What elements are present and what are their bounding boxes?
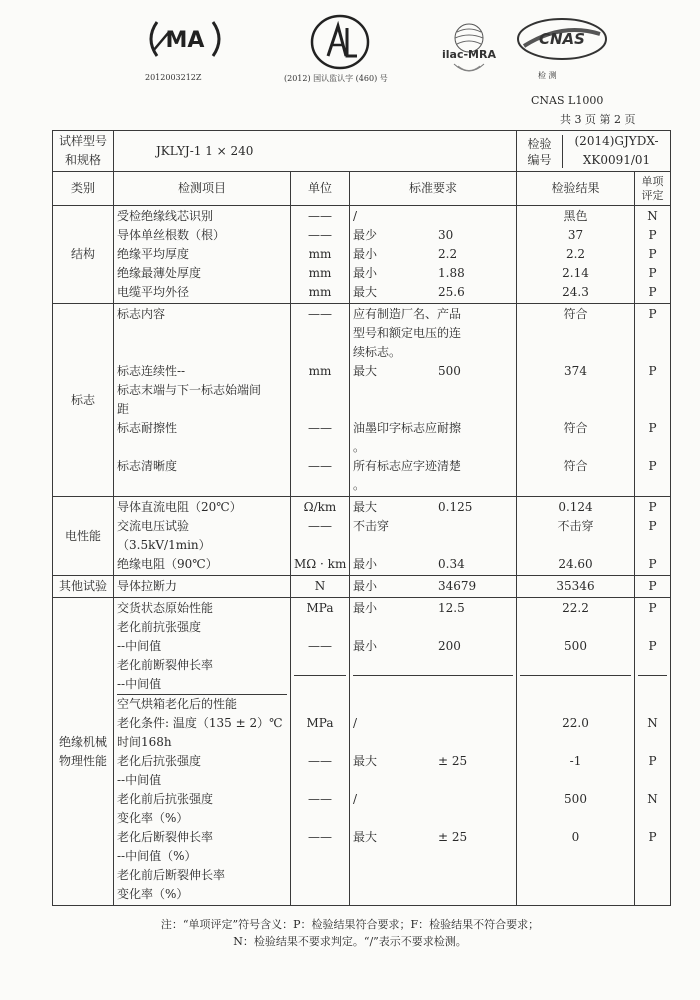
standard-line [353, 536, 513, 555]
result-line: 22.0 [562, 716, 589, 730]
unit-line: —— [308, 792, 332, 806]
standard-value: 0.125 [438, 500, 473, 514]
item-line [117, 438, 287, 457]
eval-line: P [648, 307, 657, 321]
standard-value: 1.88 [438, 266, 465, 280]
standard-limit: 最小 [353, 601, 378, 615]
standard-line [353, 790, 513, 809]
eval-line [638, 476, 667, 495]
standard-value: 30 [438, 228, 454, 242]
result-line: 0.124 [558, 500, 593, 514]
item-line: 标志连续性-- [117, 364, 186, 378]
eval-line: P [648, 500, 657, 514]
item-line: 标志耐擦性 [117, 421, 178, 435]
standard-value: 2.2 [438, 247, 458, 261]
unit-line: mm [308, 247, 332, 261]
eval-line: P [648, 364, 657, 378]
standard-line [353, 400, 513, 419]
standard-line [353, 324, 513, 343]
item-line: --中间值 [117, 639, 162, 653]
item-cell [114, 598, 291, 906]
standard-line [353, 438, 513, 457]
eval-line [638, 656, 667, 675]
result-cell [517, 206, 635, 304]
eval-line [638, 381, 667, 400]
eval-line: P [648, 754, 657, 768]
standard-line [353, 809, 513, 828]
unit-line: Ω/km [303, 500, 337, 514]
table-row [53, 206, 671, 304]
sample-value: JKLYJ-1 1 × 240 [114, 131, 517, 172]
table-row [53, 304, 671, 497]
result-line [520, 400, 631, 419]
item-line: 老化前后断裂伸长率 [117, 868, 226, 882]
standard-value: ± 25 [438, 754, 468, 768]
standard-line [353, 695, 513, 714]
category-label: 电性能 [64, 528, 101, 543]
eval-line: P [648, 247, 657, 261]
unit-cell [291, 576, 350, 598]
eval-line [638, 809, 667, 828]
eval-line: P [648, 557, 657, 571]
cma-logo [143, 18, 227, 60]
standard-line [353, 419, 513, 438]
col-eval: 单项 评定 [635, 172, 671, 206]
standard-line [353, 637, 513, 656]
unit-line [294, 618, 346, 637]
category-cell [53, 497, 114, 576]
result-line: 24.60 [558, 557, 593, 571]
result-line: 符合 [563, 421, 588, 435]
eval-line: N [647, 209, 658, 223]
result-line: 2.2 [565, 247, 586, 261]
category-label: 结构 [70, 247, 95, 261]
item-line [117, 476, 287, 495]
item-line: 交流电压试验 [117, 519, 190, 533]
table-row [53, 497, 671, 576]
standard-line [353, 555, 513, 574]
unit-line: —— [308, 459, 332, 473]
standard-line [353, 618, 513, 637]
result-line: 2.14 [562, 266, 589, 280]
standard-limit: / [353, 716, 358, 730]
standard-limit: 最小 [353, 579, 378, 593]
item-line: 交货状态原始性能 [117, 601, 214, 615]
column-header-row [53, 172, 671, 206]
category-cell [53, 598, 114, 906]
unit-line: —— [308, 639, 332, 653]
standard-value: ± 25 [438, 830, 468, 844]
item-cell [114, 206, 291, 304]
result-line [520, 771, 631, 790]
item-line: 老化前抗张强度 [117, 620, 202, 634]
item-line: 导体直流电阻（20℃） [117, 500, 242, 514]
standard-line [353, 577, 513, 596]
standard-limit: 。 [353, 440, 366, 454]
standard-line [353, 828, 513, 847]
item-line: 电缆平均外径 [117, 285, 190, 299]
item-line: 空气烘箱老化后的性能 [117, 694, 287, 714]
page-info: 共 3 页 第 2 页 [560, 113, 636, 126]
category-label: 绝缘机械 [58, 734, 107, 749]
cnas-number: CNAS L1000 [531, 94, 604, 107]
eval-cell [635, 304, 671, 497]
unit-line: mm [308, 285, 332, 299]
standard-limit: / [353, 792, 358, 806]
result-cell [517, 598, 635, 906]
eval-line: P [648, 830, 657, 844]
unit-line: MPa [306, 601, 334, 615]
unit-line [294, 733, 346, 752]
eval-cell [635, 598, 671, 906]
eval-line [638, 733, 667, 752]
standard-line [353, 343, 513, 362]
table-row [53, 576, 671, 598]
standard-line [353, 264, 513, 283]
unit-line: —— [308, 421, 332, 435]
unit-cell [291, 304, 350, 497]
unit-line: mm [308, 364, 332, 378]
unit-line: —— [308, 307, 332, 321]
eval-line: P [648, 285, 657, 299]
eval-line [638, 676, 667, 695]
standard-limit: 最小 [353, 557, 378, 571]
result-line: 不击穿 [557, 519, 594, 533]
eval-line [638, 847, 667, 866]
standard-line [353, 207, 513, 226]
result-line: 37 [567, 228, 584, 242]
result-line [520, 438, 631, 457]
result-line [520, 618, 631, 637]
unit-line [294, 438, 346, 457]
standard-limit: 最小 [353, 266, 378, 280]
svg-text:MA: MA [165, 28, 205, 53]
standard-limit: 最大 [353, 500, 378, 514]
standard-line [353, 283, 513, 302]
result-line: 符合 [563, 307, 588, 321]
report-no-cell [517, 131, 671, 172]
item-line: 老化前后抗张强度 [117, 792, 214, 806]
standard-line [353, 381, 513, 400]
standard-line [353, 656, 513, 675]
item-cell [114, 304, 291, 497]
standard-cell [350, 206, 517, 304]
unit-line [294, 536, 346, 555]
result-line: -1 [569, 754, 582, 768]
category-cell [53, 304, 114, 497]
eval-line: P [648, 459, 657, 473]
item-line: （3.5kV/1min） [117, 538, 211, 552]
unit-line [294, 324, 346, 343]
standard-line [353, 733, 513, 752]
result-line: 500 [564, 639, 587, 653]
standard-line [353, 847, 513, 866]
eval-line: P [648, 266, 657, 280]
category-cell [53, 576, 114, 598]
result-line: 黑色 [563, 209, 588, 223]
eval-line [638, 695, 667, 714]
standard-limit: / [353, 209, 358, 223]
eval-line [638, 771, 667, 790]
report-no-value: (2014)GJYDX-XK0091/01 [574, 134, 659, 167]
item-line [117, 324, 287, 343]
category-cell [53, 206, 114, 304]
item-line: --中间值 [117, 677, 162, 691]
result-line: 22.2 [562, 601, 589, 615]
item-line: 导体单丝根数（根） [117, 228, 226, 242]
item-line: 导体拉断力 [117, 579, 178, 593]
unit-cell [291, 206, 350, 304]
standard-limit: 最大 [353, 830, 378, 844]
unit-line [294, 381, 346, 400]
item-line: 标志末端与下一标志始端间 [117, 383, 262, 397]
item-line: 老化后抗张强度 [117, 754, 202, 768]
standard-line [353, 457, 513, 476]
result-line: 35346 [556, 579, 595, 593]
eval-line [638, 536, 667, 555]
result-line [520, 656, 631, 675]
ilac-mra-logo [434, 22, 504, 78]
result-line [520, 809, 631, 828]
standard-line [353, 245, 513, 264]
item-line [117, 343, 287, 362]
eval-cell [635, 497, 671, 576]
unit-line [294, 676, 346, 695]
cal-logo [309, 14, 371, 70]
unit-line [294, 695, 346, 714]
result-line [520, 343, 631, 362]
standard-line [353, 226, 513, 245]
unit-line: —— [308, 519, 332, 533]
standard-cell [350, 304, 517, 497]
cnas-sub: 检 测 [538, 71, 557, 80]
standard-value: 34679 [438, 579, 477, 593]
standard-limit: 最少 [353, 228, 378, 242]
svg-text:CNAS: CNAS [539, 30, 585, 48]
standard-line [353, 599, 513, 618]
item-cell [114, 576, 291, 598]
result-cell [517, 304, 635, 497]
standard-cell [350, 497, 517, 576]
result-line [520, 847, 631, 866]
item-line: 老化条件: 温度（135 ± 2）℃ [117, 716, 283, 730]
unit-line [294, 771, 346, 790]
result-line: 374 [564, 364, 587, 378]
sample-label: 试样型号 和规格 [53, 131, 114, 172]
eval-cell [635, 206, 671, 304]
result-line [520, 695, 631, 714]
item-cell [114, 497, 291, 576]
unit-line [294, 847, 346, 866]
table-row [53, 598, 671, 906]
standard-line [353, 476, 513, 495]
category-label: 其他试验 [58, 579, 107, 593]
result-line [520, 324, 631, 343]
unit-line: MPa [306, 716, 334, 730]
eval-line: N [647, 716, 658, 730]
standard-value: 0.34 [438, 557, 465, 571]
standard-value: 12.5 [438, 601, 465, 615]
item-line: 变化率（%） [117, 887, 189, 901]
cnas-logo [516, 16, 608, 62]
eval-line: P [648, 519, 657, 533]
item-line: --中间值（%） [117, 849, 197, 863]
eval-line: P [648, 228, 657, 242]
standard-value: 500 [438, 364, 461, 378]
unit-cell [291, 497, 350, 576]
item-line: --中间值 [117, 773, 162, 787]
result-line: 24.3 [562, 285, 589, 299]
standard-line [353, 676, 513, 695]
svg-text:ilac-MRA: ilac-MRA [442, 48, 496, 61]
standard-line [353, 305, 513, 324]
result-cell [517, 497, 635, 576]
unit-line [294, 809, 346, 828]
eval-line: P [648, 601, 657, 615]
standard-line [353, 752, 513, 771]
col-standard: 标准要求 [350, 172, 517, 206]
standard-limit: 油墨印字标志应耐擦 [353, 421, 462, 435]
result-line [520, 676, 631, 695]
eval-line: P [648, 579, 657, 593]
col-result: 检验结果 [517, 172, 635, 206]
eval-cell [635, 576, 671, 598]
standard-limit: 续标志。 [353, 345, 402, 359]
unit-line: mm [308, 266, 332, 280]
note-line-2: N：检验结果不要求判定。“/”表示不要求检测。 [233, 935, 467, 948]
standard-line [353, 771, 513, 790]
unit-line [294, 343, 346, 362]
item-line: 老化后断裂伸长率 [117, 830, 214, 844]
item-line: 标志清晰度 [117, 459, 178, 473]
eval-line [638, 618, 667, 637]
eval-line [638, 343, 667, 362]
standard-value: 25.6 [438, 285, 465, 299]
standard-limit: 最小 [353, 639, 378, 653]
result-line: 500 [564, 792, 587, 806]
standard-limit: 最大 [353, 364, 378, 378]
unit-line [294, 476, 346, 495]
item-line: 绝缘平均厚度 [117, 247, 190, 261]
unit-cell [291, 598, 350, 906]
info-row [53, 131, 671, 172]
col-item: 检测项目 [114, 172, 291, 206]
eval-line [638, 400, 667, 419]
note-line-1: 注：“单项评定”符号含义：P：检验结果符合要求；F：检验结果不符合要求； [160, 918, 540, 931]
unit-line [294, 400, 346, 419]
standard-line [353, 517, 513, 536]
result-line [520, 733, 631, 752]
item-line: 绝缘最薄处厚度 [117, 266, 202, 280]
standard-cell [350, 598, 517, 906]
unit-line: —— [308, 830, 332, 844]
item-line: 绝缘电阻（90℃） [117, 557, 218, 571]
unit-line: N [314, 579, 326, 593]
unit-line: —— [308, 754, 332, 768]
result-line [520, 476, 631, 495]
col-unit: 单位 [291, 172, 350, 206]
standard-line [353, 362, 513, 381]
standard-line [353, 498, 513, 517]
col-category: 类别 [53, 172, 114, 206]
standard-line [353, 714, 513, 733]
standard-limit: 不击穿 [353, 519, 390, 533]
eval-line [638, 324, 667, 343]
result-line [520, 381, 631, 400]
item-line: 距 [117, 402, 130, 416]
item-line: 标志内容 [117, 307, 166, 321]
standard-value: 200 [438, 639, 461, 653]
item-line: 老化前断裂伸长率 [117, 658, 214, 672]
category-label: 物理性能 [58, 753, 107, 768]
standard-limit: 型号和额定电压的连 [353, 326, 462, 340]
item-line: 受检绝缘线芯识别 [117, 209, 214, 223]
cma-code: 2012003212Z [145, 73, 202, 82]
item-line: 时间168h [117, 735, 172, 749]
unit-line: —— [308, 228, 332, 242]
result-line: 0 [571, 830, 580, 844]
result-line: 符合 [563, 459, 588, 473]
result-line [520, 536, 631, 555]
unit-line: —— [308, 209, 332, 223]
category-label: 标志 [70, 392, 95, 407]
cal-code: (2012) 国认监认字 (460) 号 [284, 74, 388, 83]
eval-line: P [648, 639, 657, 653]
result-cell [517, 576, 635, 598]
standard-limit: 。 [353, 478, 366, 492]
standard-limit: 应有制造厂名、产品 [353, 307, 462, 321]
standard-limit: 最大 [353, 754, 378, 768]
unit-line: MΩ · km [294, 557, 347, 571]
report-no-label: 检验 编号 [517, 135, 563, 168]
unit-line [294, 656, 346, 675]
standard-limit: 所有标志应字迹清楚 [353, 459, 462, 473]
standard-limit: 最大 [353, 285, 378, 299]
item-line: 变化率（%） [117, 811, 189, 825]
eval-line [638, 438, 667, 457]
eval-line: N [647, 792, 658, 806]
test-report-table [52, 130, 671, 906]
eval-line: P [648, 421, 657, 435]
standard-limit: 最小 [353, 247, 378, 261]
standard-cell [350, 576, 517, 598]
